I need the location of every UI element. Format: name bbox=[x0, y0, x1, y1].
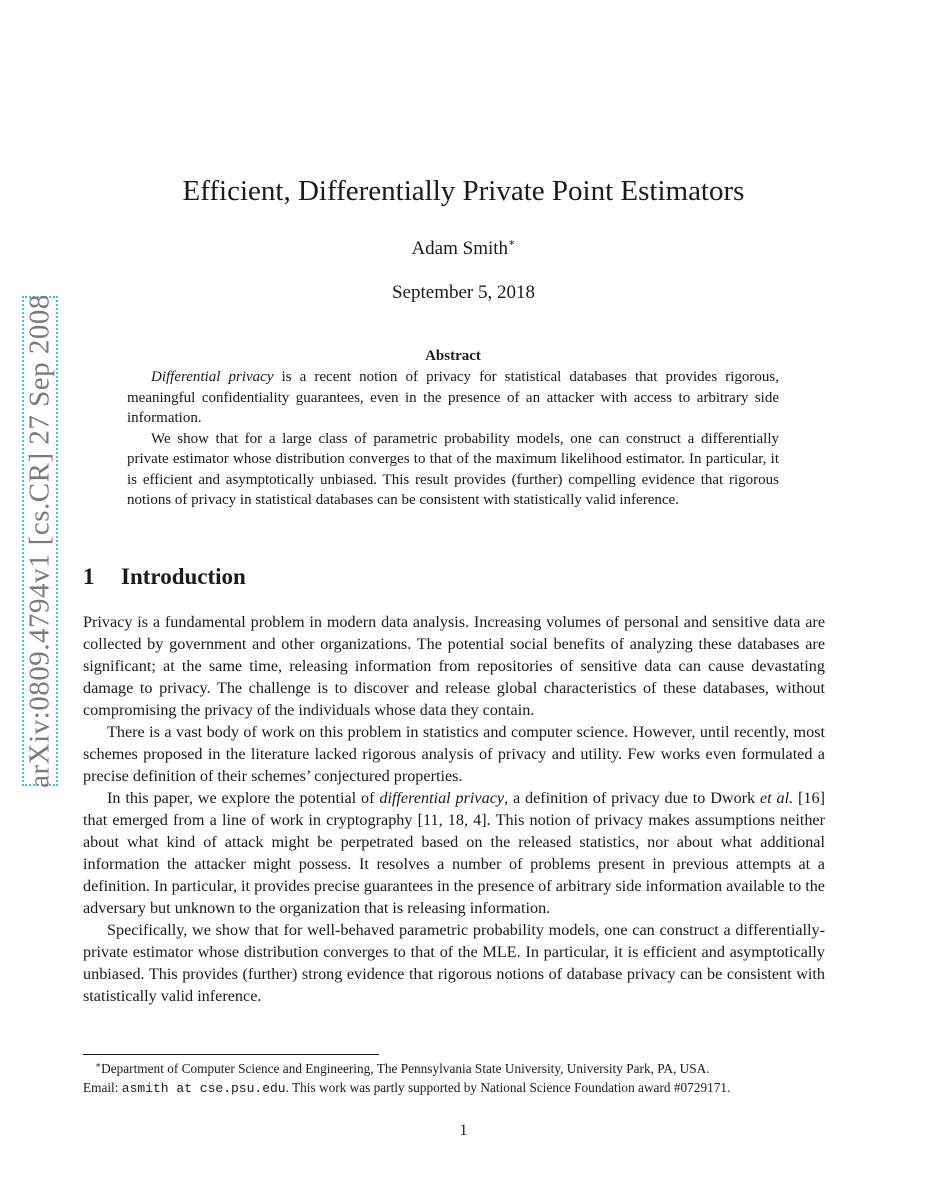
body-paragraph-1: Privacy is a fundamental problem in modern data analysis. Increasing volumes of personal and sensitive data are collected by government and other organizations. The potential social benefits of analyzing these databases are significant; at the same time, releasing information from repositories of sensitive data can cause devastating damage to privacy. The challenge is to discover and release global characteristics of these databases, without compromising the privacy of the individuals whose data they contain. bbox=[83, 613, 825, 719]
abstract bbox=[127, 346, 779, 511]
arxiv-identifier: arXiv:0809.4794v1 [cs.CR] 27 Sep 2008 bbox=[23, 294, 56, 788]
author-name: Adam Smith bbox=[411, 238, 509, 259]
footnote bbox=[83, 1059, 825, 1098]
section-number: 1 bbox=[83, 564, 95, 589]
footnote-email: asmith at cse.psu.edu bbox=[121, 1081, 286, 1096]
author-line bbox=[0, 236, 927, 262]
arxiv-stamp[interactable] bbox=[22, 296, 58, 786]
footnote-email-label: Email: bbox=[83, 1080, 122, 1095]
footnote-mark: ∗ bbox=[95, 1060, 102, 1070]
footnote-rule bbox=[83, 1054, 379, 1055]
p3-text-b: , a definition of privacy due to Dwork bbox=[504, 789, 760, 807]
abstract-paragraph-1 bbox=[127, 367, 779, 429]
abstract-heading: Abstract bbox=[425, 348, 481, 364]
footnote-line-1 bbox=[83, 1059, 825, 1078]
body-paragraph-4: Specifically, we show that for well-behaved parametric probability models, one can construct a differentially-private estimator whose distribution converges to that of the MLE. In particular, it is efficient and asymptotically unbiased. This provides (further) strong evidence that rigorous notions of database privacy can be consistent with statistically valid inference. bbox=[83, 921, 825, 1005]
page-number: 1 bbox=[459, 1122, 468, 1139]
section-title: Introduction bbox=[121, 564, 246, 589]
body-paragraph-3 bbox=[83, 787, 825, 919]
p3-emphasis-differential-privacy: differential privacy bbox=[379, 789, 505, 807]
introduction-body bbox=[83, 611, 825, 1007]
abstract-emphasis: Differential privacy bbox=[151, 369, 274, 385]
p3-emphasis-et-al: et al. bbox=[760, 789, 794, 807]
footnote-funding: . This work was partly supported by National Science Foundation award #0729171. bbox=[285, 1080, 731, 1095]
p3-text-c: [16] that emerged from a line of work in cryptography [11, 18, 4]. This notion of privacy makes assumptions neither about what kind of attack might be perpetrated based on the released statistics, nor about what additional information the attacker might possess. It resolves a number of problems present in previous attempts at a definition. In particular, it provides precise guarantees in the presence of arbitrary side information available to the adversary but unknown to the organization that is releasing information. bbox=[83, 789, 825, 917]
paper-title: Efficient, Differentially Private Point Estimators bbox=[182, 175, 745, 207]
abstract-p1-text: is a recent notion of privacy for statistical databases that provides rigorous, meaningful confidentiality guarantees, even in the presence of an attacker with access to arbitrary side information. bbox=[127, 369, 779, 426]
footnote-line-2 bbox=[83, 1078, 825, 1098]
section-heading bbox=[83, 562, 246, 592]
abstract-paragraph-2: We show that for a large class of parametric probability models, one can construct a differentially private estimator whose distribution converges to that of the maximum likelihood estimator. In particular, it is efficient and asymptotically unbiased. This result provides (further) compelling evidence that rigorous notions of privacy in statistical databases can be consistent with statistically valid inference. bbox=[127, 430, 779, 508]
author-footnote-mark: ∗ bbox=[508, 237, 516, 249]
footnote-affiliation: Department of Computer Science and Engineering, The Pennsylvania State University, University Park, PA, USA. bbox=[101, 1061, 710, 1076]
body-paragraph-2: There is a vast body of work on this problem in statistics and computer science. However, until recently, most schemes proposed in the literature lacked rigorous analysis of privacy and utility. Few works even formulated a precise definition of their schemes’ conjectured properties. bbox=[83, 723, 825, 785]
paper-date: September 5, 2018 bbox=[391, 282, 535, 303]
p3-text-a: In this paper, we explore the potential of bbox=[107, 789, 380, 807]
